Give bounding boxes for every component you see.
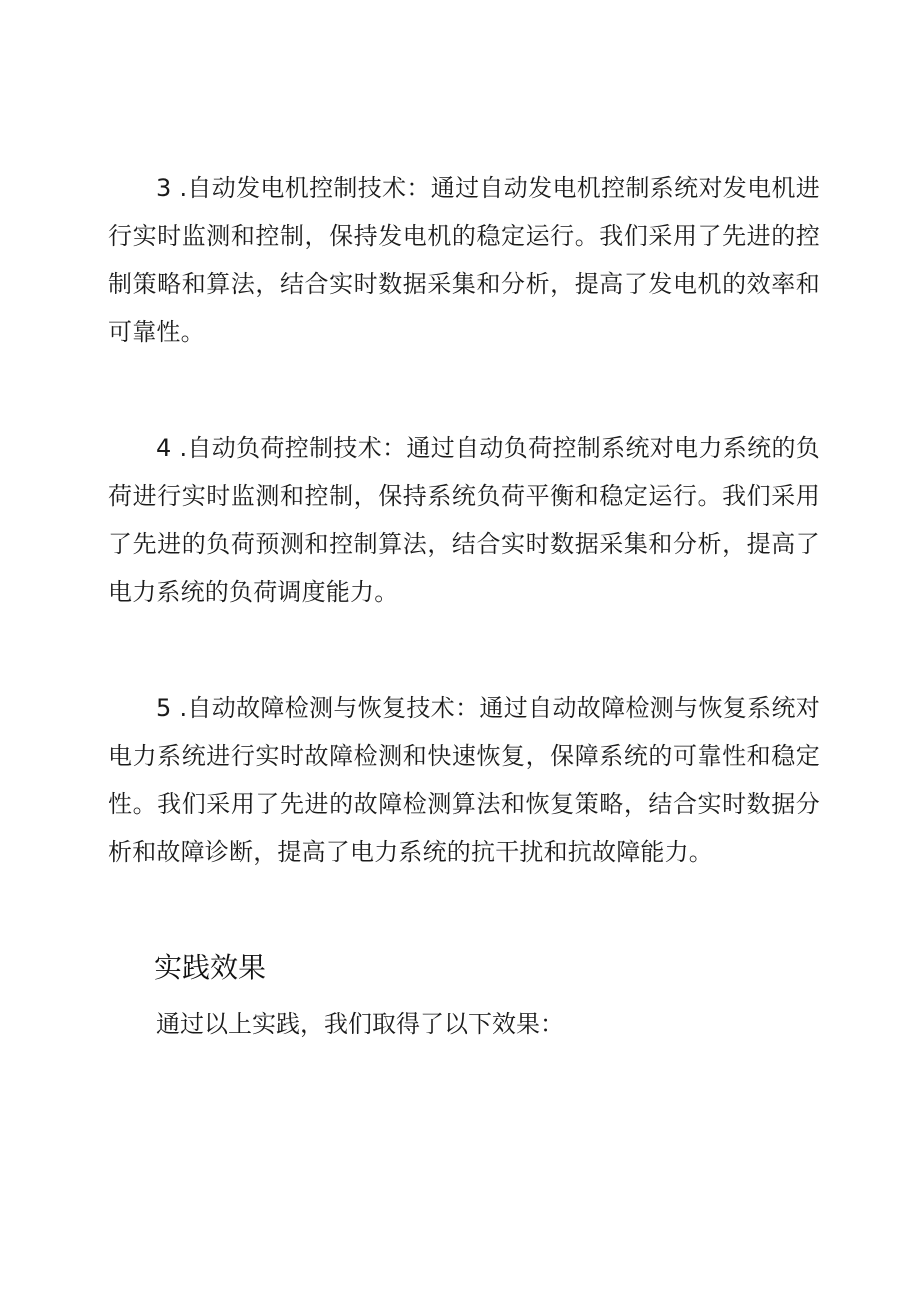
item-text: .自动负荷控制技术：通过自动负荷控制系统对电力系统的负荷进行实时监测和控制，保持系统负荷平衡和稳定运行。我们采用了先进的负荷预测和控制算法，结合实时数据采集和分析，提高了电力系统的负荷调度能力。: [108, 434, 820, 606]
item-text: .自动故障检测与恢复技术：通过自动故障检测与恢复系统对电力系统进行实时故障检测和快速恢复，保障系统的可靠性和稳定性。我们采用了先进的故障检测算法和恢复策略，结合实时数据分析和故障诊断，提高了电力系统的抗干扰和抗故障能力。: [108, 694, 820, 866]
item-number: 4: [156, 434, 172, 462]
section-intro: 通过以上实践，我们取得了以下效果：: [156, 1010, 564, 1038]
numbered-item-4: [108, 424, 820, 616]
document-body: [108, 164, 820, 1048]
item-text: .自动发电机控制技术：通过自动发电机控制系统对发电机进行实时监测和控制，保持发电机的稳定运行。我们采用了先进的控制策略和算法，结合实时数据采集和分析，提高了发电机的效率和可靠性。: [108, 174, 820, 346]
item-number: 5: [156, 694, 172, 722]
numbered-item-3: [108, 164, 820, 356]
numbered-item-5: [108, 684, 820, 876]
section-heading: 实践效果: [154, 951, 267, 984]
item-number: 3: [156, 174, 172, 202]
